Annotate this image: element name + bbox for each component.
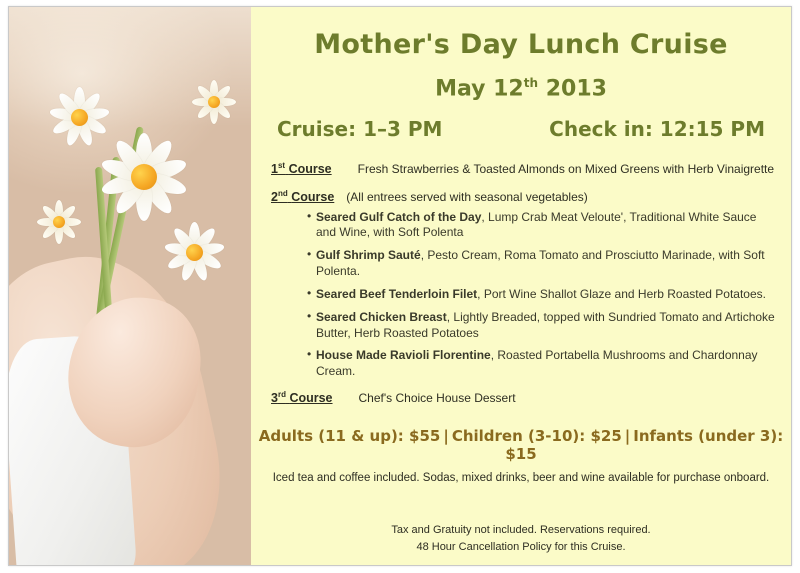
course-1-heading <box>271 161 775 176</box>
event-date <box>251 76 791 101</box>
event-date-month-day: May 12 <box>435 76 524 102</box>
flyer-card <box>8 6 792 566</box>
price-separator: | <box>443 427 449 446</box>
course-2-label: 2nd Course <box>271 188 335 204</box>
price-children: Children (3-10): $25 <box>451 427 622 446</box>
entree-description: , Pesto Cream, Roma Tomato and Prosciutto Marinade, with Soft Polenta. <box>316 248 765 279</box>
entree-name: Seared Beef Tenderloin Filet <box>316 286 478 301</box>
pricing-row <box>251 427 791 463</box>
menu-courses <box>251 161 791 405</box>
course-2-note: (All entrees served with seasonal vegetables) <box>346 189 588 204</box>
list-item <box>307 287 775 303</box>
entree-list <box>271 210 775 380</box>
page-title: Mother's Day Lunch Cruise <box>314 29 728 60</box>
entree-name: Gulf Shrimp Sauté <box>316 248 421 263</box>
entree-name: House Made Ravioli Florentine <box>316 348 491 363</box>
beverage-note: Iced tea and coffee included. Sodas, mixed drinks, beer and wine available for purchase onboard. <box>272 472 770 485</box>
price-adults: Adults (11 & up): $55 <box>258 427 441 446</box>
course-2-heading <box>271 188 775 203</box>
course-3-label: 3rd Course <box>271 390 333 406</box>
flyer-content <box>251 7 791 565</box>
event-date-year: 2013 <box>545 76 607 102</box>
course-1-label: 1st Course <box>271 161 332 177</box>
event-date-ordinal-suffix: th <box>523 76 539 90</box>
event-times <box>251 117 791 141</box>
check-in-time: Check in: 12:15 PM <box>549 117 765 142</box>
list-item <box>307 310 775 342</box>
course-3-description: Chef's Choice House Dessert <box>358 391 516 406</box>
entree-name: Seared Gulf Catch of the Day <box>316 209 482 224</box>
cruise-time: Cruise: 1–3 PM <box>277 117 443 142</box>
list-item <box>307 210 775 242</box>
child-holding-daisies-photo <box>9 7 251 565</box>
price-infants: Infants (under 3): $15 <box>505 427 784 464</box>
footnote-cancellation-policy: 48 Hour Cancellation Policy for this Cruise. <box>416 540 626 553</box>
entree-description: , Port Wine Shallot Glaze and Herb Roasted Potatoes. <box>477 286 766 301</box>
entree-description: , Lump Crab Meat Veloute', Traditional White Sauce and Wine, with Soft Polenta <box>316 209 757 240</box>
list-item <box>307 348 775 380</box>
entree-name: Seared Chicken Breast <box>316 309 447 324</box>
entree-description: , Lightly Breaded, topped with Sundried Tomato and Artichoke Butter, Herb Roasted Potatoes <box>316 309 775 340</box>
footnote-tax-gratuity: Tax and Gratuity not included. Reservations required. <box>391 524 651 537</box>
price-separator: | <box>624 427 631 446</box>
footnotes <box>251 522 791 555</box>
course-1-description: Fresh Strawberries & Toasted Almonds on Mixed Greens with Herb Vinaigrette <box>357 162 775 177</box>
list-item <box>307 248 775 280</box>
entree-description: , Roasted Portabella Mushrooms and Chardonnay Cream. <box>316 348 758 379</box>
course-3-heading <box>271 390 775 405</box>
